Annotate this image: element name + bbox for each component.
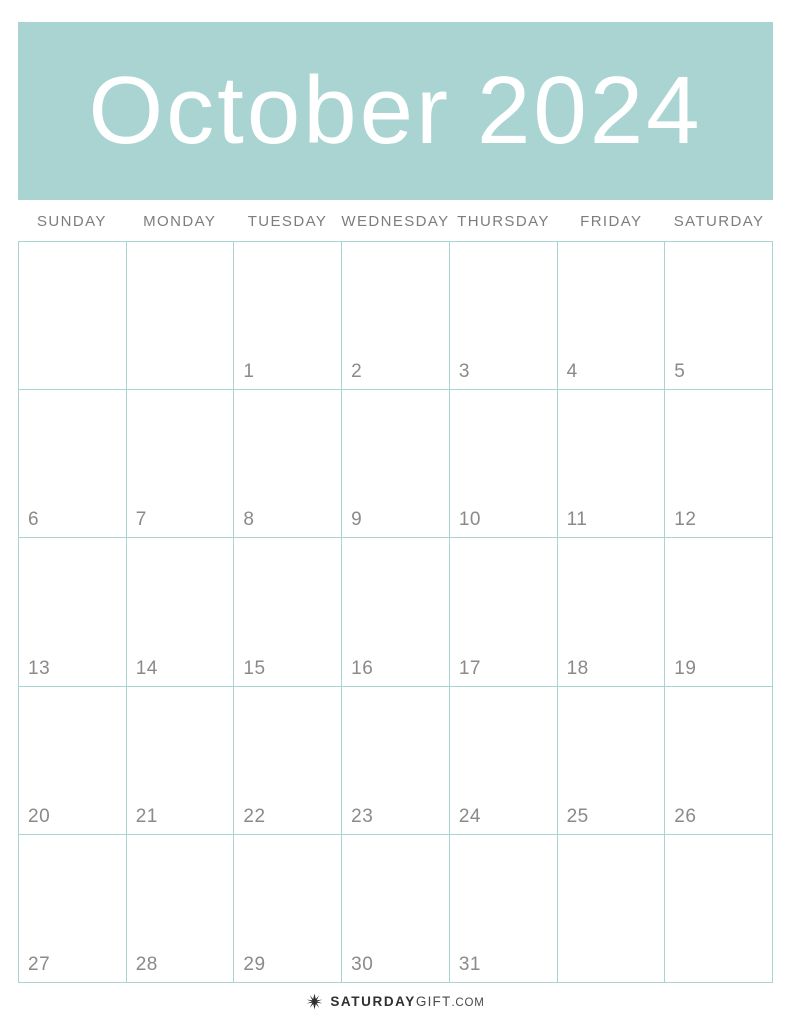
day-cell[interactable]	[342, 538, 450, 686]
weekday-label-tuesday: TUESDAY	[247, 213, 328, 230]
day-cell[interactable]	[234, 687, 342, 835]
footer-brand-suffix: .COM	[451, 997, 485, 1009]
footer-brand-bold: SATURDAY	[330, 994, 416, 1009]
day-number: 21	[135, 805, 158, 827]
day-cell[interactable]	[342, 242, 450, 390]
day-number: 8	[243, 509, 255, 531]
weekday-label-monday: MONDAY	[143, 213, 217, 230]
day-number: 2	[351, 361, 363, 383]
day-cell[interactable]	[558, 242, 666, 390]
day-number: 4	[566, 361, 578, 383]
day-cell[interactable]	[19, 538, 127, 686]
day-cell[interactable]	[127, 390, 235, 538]
day-cell[interactable]	[19, 835, 127, 983]
day-number: 30	[351, 953, 374, 975]
day-cell[interactable]	[450, 538, 558, 686]
day-cell[interactable]	[19, 390, 127, 538]
footer-brand-text	[330, 994, 484, 1009]
day-cell[interactable]	[665, 835, 773, 983]
day-number: 25	[566, 805, 589, 827]
day-number: 12	[674, 509, 697, 531]
month-banner	[18, 22, 773, 200]
day-cell[interactable]	[342, 687, 450, 835]
day-number: 22	[243, 805, 266, 827]
day-number: 27	[28, 953, 51, 975]
day-cell[interactable]	[234, 835, 342, 983]
day-cell[interactable]	[665, 687, 773, 835]
footer-brand-light: GIFT	[415, 994, 452, 1009]
day-number: 18	[566, 657, 589, 679]
day-number: 7	[135, 509, 147, 531]
day-cell[interactable]	[234, 538, 342, 686]
day-number: 24	[458, 805, 481, 827]
banner-title	[88, 57, 703, 164]
day-number: 14	[135, 657, 158, 679]
day-number: 19	[674, 657, 697, 679]
day-cell[interactable]	[665, 390, 773, 538]
day-cell[interactable]	[558, 538, 666, 686]
day-cell[interactable]	[342, 835, 450, 983]
day-cell[interactable]	[450, 390, 558, 538]
day-cell[interactable]	[665, 538, 773, 686]
weekday-label-wednesday: WEDNESDAY	[341, 213, 450, 230]
day-cell[interactable]	[234, 242, 342, 390]
day-cell[interactable]	[665, 242, 773, 390]
day-number: 26	[674, 805, 697, 827]
day-number: 29	[243, 953, 266, 975]
day-cell[interactable]	[558, 835, 666, 983]
day-cell[interactable]	[450, 835, 558, 983]
day-number: 17	[458, 657, 481, 679]
day-cell[interactable]	[127, 538, 235, 686]
day-cell[interactable]	[127, 835, 235, 983]
day-number: 23	[351, 805, 374, 827]
day-cell[interactable]	[558, 390, 666, 538]
day-number: 16	[351, 657, 374, 679]
calendar-grid	[18, 241, 773, 983]
day-cell[interactable]	[450, 687, 558, 835]
day-number: 28	[135, 953, 158, 975]
day-number: 6	[28, 509, 40, 531]
month-label: October	[88, 57, 451, 164]
day-cell[interactable]	[558, 687, 666, 835]
year-label: 2024	[476, 57, 703, 164]
weekday-label-friday: FRIDAY	[580, 213, 643, 230]
day-number: 1	[243, 361, 255, 383]
day-number: 9	[351, 509, 363, 531]
sparkle-icon	[306, 993, 323, 1010]
day-cell[interactable]	[450, 242, 558, 390]
footer-branding	[0, 993, 791, 1010]
day-number: 5	[674, 361, 686, 383]
weekday-label-sunday: SUNDAY	[36, 213, 107, 230]
day-cell[interactable]	[19, 242, 127, 390]
day-number: 10	[458, 509, 481, 531]
day-cell[interactable]	[234, 390, 342, 538]
weekday-label-saturday: SATURDAY	[673, 213, 765, 230]
weekday-header-row	[18, 213, 773, 236]
day-number: 13	[28, 657, 51, 679]
day-cell[interactable]	[342, 390, 450, 538]
day-cell[interactable]	[19, 687, 127, 835]
day-number: 15	[243, 657, 266, 679]
day-number: 3	[458, 361, 470, 383]
day-cell[interactable]	[127, 242, 235, 390]
day-number: 20	[28, 805, 51, 827]
weekday-label-thursday: THURSDAY	[457, 213, 550, 230]
day-number: 11	[566, 509, 588, 531]
day-cell[interactable]	[127, 687, 235, 835]
day-number: 31	[458, 953, 481, 975]
